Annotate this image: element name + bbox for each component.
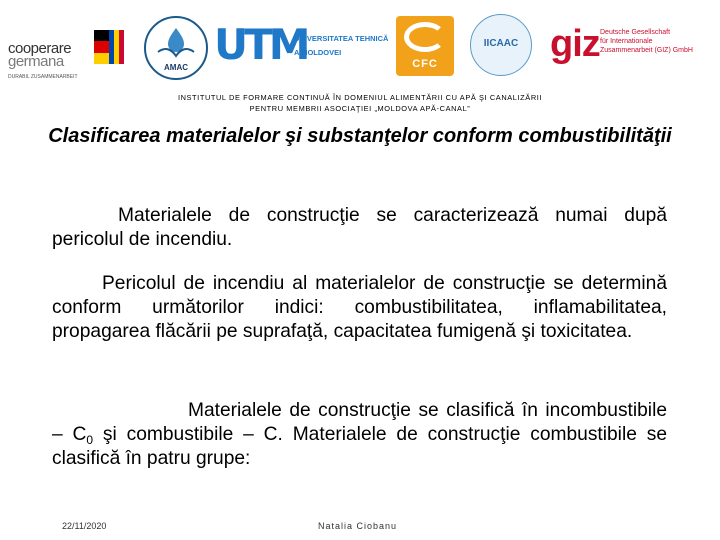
amac-logo <box>144 16 208 80</box>
paragraph-3 <box>52 399 667 471</box>
cooperare-line2: germana <box>8 53 64 70</box>
paragraph-2: Pericolul de incendiu al materialelor de construcţie se determină conform următorilor indici: combustibilitatea, inflamabilitatea, propagarea flăcării pe suprafaţă, capacitatea fumigenă şi toxicitatea. <box>52 273 667 342</box>
paragraph-3-part-a: Materialele de construcţie se clasifică în incombustibile – C <box>52 400 667 445</box>
cooperare-line1: cooperare <box>8 40 72 57</box>
utm-name-line1: UNIVERSITATEA TEHNICĂ <box>294 34 389 43</box>
utm-mark: UTM <box>214 20 307 69</box>
water-hands-icon <box>156 26 196 60</box>
paragraph-3-part-b: şi combustibile – C. Materialele de construcţie combustibile se clasifică în patru grupe: <box>52 424 667 469</box>
paragraph-1: Materialele de construcţie se caracterizează numai după pericolul de incendiu. <box>52 205 667 250</box>
giz-line: Zusammenarbeit (GIZ) GmbH <box>600 47 693 54</box>
footer-author: Natalia Ciobanu <box>318 521 398 531</box>
footer-date: 22/11/2020 <box>62 521 107 531</box>
giz-line: für Internationale <box>600 38 653 45</box>
logo-bar <box>0 10 720 85</box>
germany-flag-icon <box>94 30 109 64</box>
iicaac-logo <box>470 14 532 76</box>
giz-mark: giz <box>550 23 600 65</box>
cfc-logo <box>396 16 454 76</box>
cooperare-text <box>8 42 71 68</box>
giz-line: Deutsche Gesellschaft <box>600 29 671 36</box>
flags-icon <box>94 30 124 64</box>
cfc-swirl-icon <box>404 22 446 52</box>
institute-line2: PENTRU MEMBRII ASOCIAŢIEI „MOLDOVA APĂ-CANAL” <box>249 104 471 113</box>
giz-logo <box>550 24 720 68</box>
subscript-zero: 0 <box>86 433 94 447</box>
utm-name-line2: A MOLDOVEI <box>294 48 342 57</box>
amac-text: AMAC <box>164 63 188 72</box>
institute-line1: INSTITUTUL DE FORMARE CONTINUĂ ÎN DOMENIUL ALIMENTĂRII CU APĂ ŞI CANALIZĂRII <box>177 93 543 102</box>
utm-logo <box>214 18 389 74</box>
cooperare-small-text: DURABIL ZUSAMMENARBEIT <box>8 74 78 80</box>
moldova-flag-icon <box>109 30 124 64</box>
cfc-text: CFC <box>412 58 438 70</box>
institute-header <box>0 92 720 114</box>
slide-title: Clasificarea materialelor şi substanţelor conform combustibilităţii <box>48 125 672 147</box>
giz-fullname <box>600 28 720 55</box>
iicaac-text: IICAAC <box>483 38 519 49</box>
cooperare-germana-logo <box>6 30 124 88</box>
